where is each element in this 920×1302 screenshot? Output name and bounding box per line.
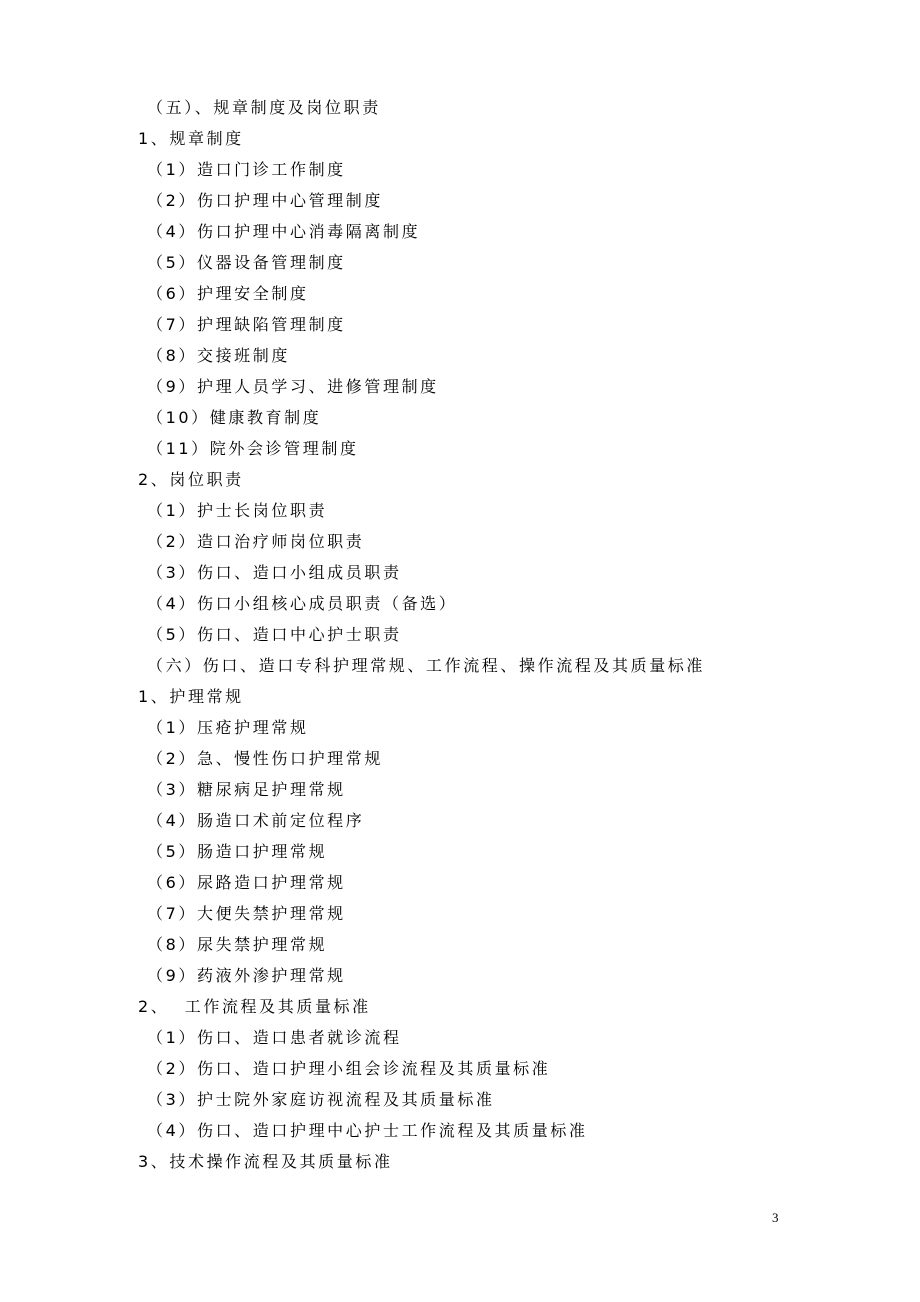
- list-item: （3）护士院外家庭访视流程及其质量标准: [147, 1090, 495, 1109]
- list-item: （7）护理缺陷管理制度: [147, 315, 346, 334]
- subsection-workflow: 2、 工作流程及其质量标准: [138, 997, 371, 1016]
- list-item: （2）急、慢性伤口护理常规: [147, 749, 383, 768]
- list-item: （3）伤口、造口小组成员职责: [147, 563, 402, 582]
- list-item: （10）健康教育制度: [147, 408, 322, 427]
- list-item: （9）药液外渗护理常规: [147, 966, 346, 985]
- list-item: （5）伤口、造口中心护士职责: [147, 625, 402, 644]
- list-item: （1）造口门诊工作制度: [147, 160, 346, 179]
- list-item: （7）大便失禁护理常规: [147, 904, 346, 923]
- list-item: （1）伤口、造口患者就诊流程: [147, 1028, 402, 1047]
- subsection-nursing-routines: 1、护理常规: [138, 687, 244, 706]
- document-body: [138, 92, 838, 1177]
- subsection-duties: 2、岗位职责: [138, 470, 244, 489]
- list-item: （8）交接班制度: [147, 346, 290, 365]
- list-item: （2）伤口护理中心管理制度: [147, 191, 383, 210]
- section-heading-5: （五）、规章制度及岗位职责: [147, 98, 381, 117]
- page-number: 3: [772, 1210, 779, 1225]
- list-item: （1）压疮护理常规: [147, 718, 309, 737]
- list-item: （4）伤口、造口护理中心护士工作流程及其质量标准: [147, 1121, 588, 1140]
- list-item: （9）护理人员学习、进修管理制度: [147, 377, 439, 396]
- list-item: （6）护理安全制度: [147, 284, 309, 303]
- section-heading-6: （六）伤口、造口专科护理常规、工作流程、操作流程及其质量标准: [147, 656, 706, 675]
- list-item: （8）尿失禁护理常规: [147, 935, 328, 954]
- subsection-technical-ops: 3、技术操作流程及其质量标准: [138, 1152, 393, 1171]
- list-item: （3）糖尿病足护理常规: [147, 780, 346, 799]
- list-item: （4）肠造口术前定位程序: [147, 811, 365, 830]
- list-item: （4）伤口小组核心成员职责（备选）: [147, 594, 458, 613]
- list-item: （2）造口治疗师岗位职责: [147, 532, 365, 551]
- list-item: （11）院外会诊管理制度: [147, 439, 359, 458]
- list-item: （5）仪器设备管理制度: [147, 253, 346, 272]
- list-item: （6）尿路造口护理常规: [147, 873, 346, 892]
- list-item: （2）伤口、造口护理小组会诊流程及其质量标准: [147, 1059, 551, 1078]
- subsection-rules: 1、规章制度: [138, 129, 244, 148]
- list-item: （1）护士长岗位职责: [147, 501, 328, 520]
- list-item: （4）伤口护理中心消毒隔离制度: [147, 222, 421, 241]
- list-item: （5）肠造口护理常规: [147, 842, 328, 861]
